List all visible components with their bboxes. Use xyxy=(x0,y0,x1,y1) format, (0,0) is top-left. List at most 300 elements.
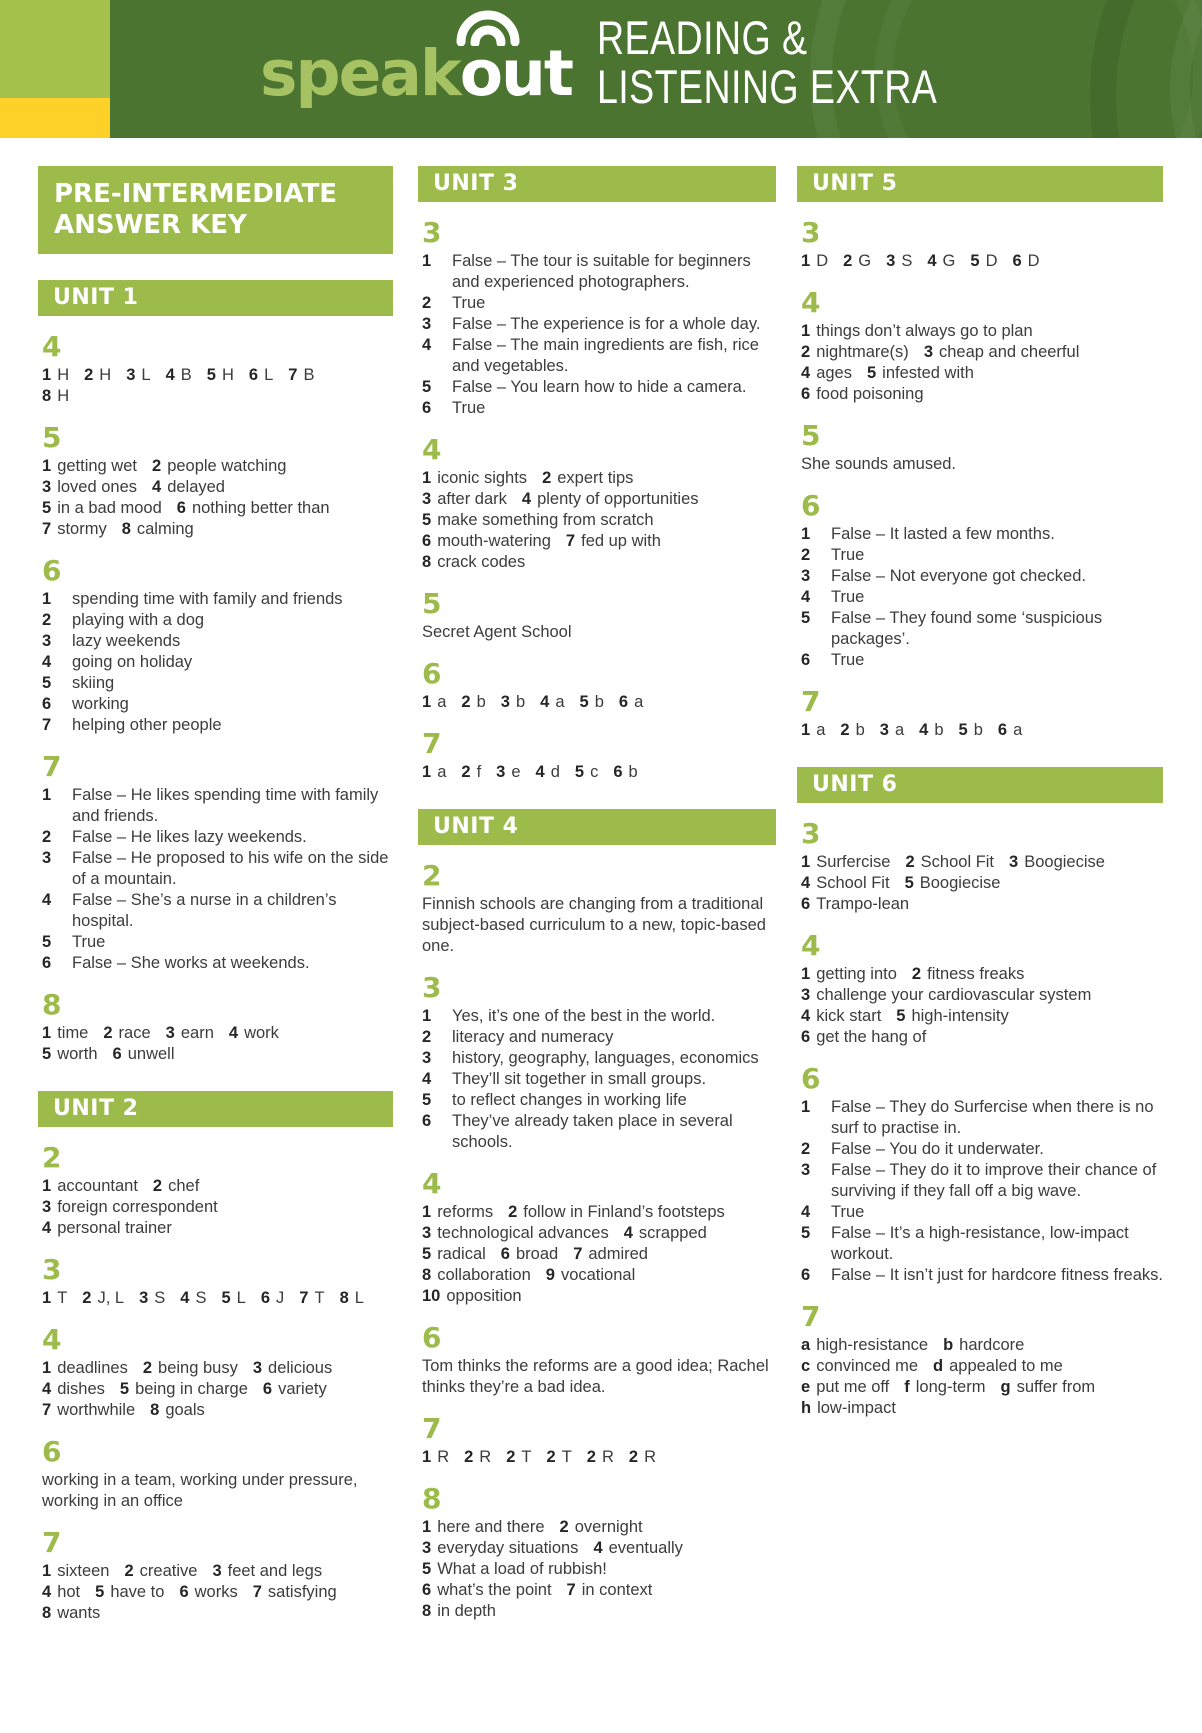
answer-row xyxy=(422,692,776,713)
exercise-number: 3 xyxy=(801,216,821,249)
answer-row xyxy=(42,365,393,386)
page-title xyxy=(597,13,937,112)
answer-pair: 4 eventually xyxy=(593,1539,683,1557)
answer-row xyxy=(42,386,393,407)
answer-pair: 5 high-intensity xyxy=(896,1007,1009,1025)
answer-item xyxy=(42,785,393,827)
answer-row xyxy=(801,1398,1163,1419)
answer-item-text: True xyxy=(452,399,486,417)
answer-item xyxy=(422,1048,776,1069)
answer-item-text: False – They do it to improve their chance of surviving if they fall off a big wave. xyxy=(831,1161,1157,1200)
answer-pair: 1 here and there xyxy=(422,1518,545,1536)
page-title-line2: LISTENING EXTRA xyxy=(597,60,938,114)
exercise-answers xyxy=(418,692,776,713)
answer-pair: 3 b xyxy=(500,693,526,711)
answer-row xyxy=(42,1561,393,1582)
answer-item-text: helping other people xyxy=(72,716,222,735)
answer-pair: 7 admired xyxy=(573,1245,648,1263)
answer-item-number: 5 xyxy=(42,933,52,952)
answer-paragraph: She sounds amused. xyxy=(801,455,957,473)
answer-pair: 8 H xyxy=(42,387,70,406)
answer-item-text: lazy weekends xyxy=(72,632,181,651)
answer-item xyxy=(422,335,776,377)
answer-item-number: 6 xyxy=(422,1112,432,1130)
answer-pair: 2 T xyxy=(546,1448,572,1466)
answer-pair: 9 vocational xyxy=(545,1266,636,1284)
answer-pair: 3 a xyxy=(879,721,905,739)
answer-pair: 1 getting wet xyxy=(42,457,137,476)
exercise-number: 5 xyxy=(422,587,442,620)
answer-row xyxy=(801,964,1163,985)
answer-pair: 2 people watching xyxy=(152,457,287,476)
exercise-answers xyxy=(38,589,393,736)
answer-item xyxy=(42,589,393,610)
answer-pair: 3 loved ones xyxy=(42,478,137,497)
exercise-number: 3 xyxy=(801,817,821,850)
answer-item xyxy=(422,251,776,293)
answer-pair: 8 crack codes xyxy=(422,553,526,571)
answer-item xyxy=(801,650,1163,671)
answer-item xyxy=(42,610,393,631)
answer-item-text: to reflect changes in working life xyxy=(452,1091,687,1109)
column-1 xyxy=(38,166,393,1624)
answer-item-number: 6 xyxy=(42,954,52,973)
answer-item xyxy=(801,587,1163,608)
exercise-number: 7 xyxy=(801,685,821,718)
answer-item-text: working xyxy=(72,695,129,714)
answer-pair: 6 what’s the point xyxy=(422,1581,552,1599)
answer-row xyxy=(422,1517,776,1538)
answer-item-text: skiing xyxy=(72,674,115,693)
answer-pair: b hardcore xyxy=(943,1336,1025,1354)
answer-pair: 2 race xyxy=(103,1024,151,1043)
answer-pair: f long-term xyxy=(904,1378,986,1396)
answer-pair: 2 f xyxy=(461,763,482,781)
answer-item xyxy=(42,827,393,848)
answer-item-number: 2 xyxy=(801,1140,811,1158)
exercise-answers xyxy=(418,762,776,783)
answer-item-text: True xyxy=(72,933,106,952)
answer-pair: 3 everyday situations xyxy=(422,1539,579,1557)
answer-item-text: True xyxy=(831,1203,865,1221)
exercise-answers xyxy=(418,251,776,419)
answer-row xyxy=(42,519,393,540)
answer-item-text: False – It isn’t just for hardcore fitness freaks. xyxy=(831,1266,1163,1284)
exercise-answers xyxy=(797,852,1163,915)
speakout-logo xyxy=(260,37,572,110)
wifi-arcs-icon xyxy=(453,8,523,46)
answer-item xyxy=(422,1027,776,1048)
answer-pair: 6 works xyxy=(179,1583,238,1602)
answer-pair: 8 wants xyxy=(42,1604,101,1623)
answer-pair: 5 make something from scratch xyxy=(422,511,654,529)
answer-row xyxy=(801,894,1163,915)
answer-pair: 7 in context xyxy=(566,1581,653,1599)
answer-pair: 1 iconic sights xyxy=(422,469,528,487)
answer-pair: 6 broad xyxy=(500,1245,559,1263)
answer-pair: 2 overnight xyxy=(559,1518,643,1536)
answer-pair: g suffer from xyxy=(1000,1378,1096,1396)
answer-pair: 5 being in charge xyxy=(119,1380,248,1399)
answer-row xyxy=(422,1202,776,1223)
answer-item-number: 5 xyxy=(422,1091,432,1109)
answer-pair: 2 R xyxy=(586,1448,614,1466)
exercise-answers xyxy=(38,456,393,540)
answer-item-text: going on holiday xyxy=(72,653,193,672)
unit-header: UNIT 5 xyxy=(797,166,1163,202)
answer-pair: 5 b xyxy=(958,721,983,739)
answer-row xyxy=(801,321,1163,342)
answer-item xyxy=(422,398,776,419)
answer-pair: 1 deadlines xyxy=(42,1359,128,1378)
answer-item-number: 2 xyxy=(801,546,811,564)
answer-item xyxy=(801,1097,1163,1139)
answer-row xyxy=(801,1335,1163,1356)
answer-pair: 6 a xyxy=(618,693,644,711)
answer-pair: 3 e xyxy=(496,763,521,781)
answer-pair: 4 kick start xyxy=(801,1007,882,1025)
answer-pair: 3 foreign correspondent xyxy=(42,1198,218,1217)
answer-pair: 4 b xyxy=(919,721,944,739)
exercise-answers xyxy=(797,1335,1163,1419)
answer-pair: 7 stormy xyxy=(42,520,107,539)
answer-row xyxy=(801,1006,1163,1027)
answer-item xyxy=(801,1139,1163,1160)
answer-item xyxy=(801,1265,1163,1286)
answer-pair: 6 b xyxy=(613,763,638,781)
page-title-line1: READING & xyxy=(597,11,808,64)
answer-item-number: 4 xyxy=(422,1070,432,1088)
answer-pair: 2 follow in Finland’s footsteps xyxy=(508,1203,725,1221)
exercise-number: 4 xyxy=(801,929,821,962)
corner-block-yellow xyxy=(0,98,110,138)
answer-pair: 2 H xyxy=(84,366,112,385)
answer-item xyxy=(422,293,776,314)
answer-item-number: 5 xyxy=(422,378,432,396)
answer-row xyxy=(801,384,1163,405)
exercise-number: 4 xyxy=(42,330,62,364)
exercise-number: 3 xyxy=(422,971,442,1004)
answer-pair: 1 T xyxy=(42,1289,68,1308)
answer-pair: 2 fitness freaks xyxy=(911,965,1025,983)
answer-item-text: False – He likes lazy weekends. xyxy=(72,828,307,847)
answer-pair: 6 L xyxy=(248,366,274,385)
answer-item xyxy=(42,631,393,652)
exercise-number: 7 xyxy=(422,1412,442,1445)
answer-row xyxy=(801,251,1163,272)
answer-pair: 2 nightmare(s) xyxy=(801,343,909,361)
answer-row xyxy=(801,985,1163,1006)
answer-row xyxy=(42,1379,393,1400)
answer-pair: 2 School Fit xyxy=(905,853,995,871)
answer-pair: 1 a xyxy=(422,763,447,781)
answer-pair: 4 delayed xyxy=(152,478,225,497)
answer-pair: 2 b xyxy=(461,693,486,711)
answer-item-number: 4 xyxy=(422,336,432,354)
answer-item-text: False – He proposed to his wife on the side of a mountain. xyxy=(72,849,389,889)
answer-pair: 5 H xyxy=(206,366,234,385)
answer-item xyxy=(801,608,1163,650)
answer-row xyxy=(42,456,393,477)
answer-row xyxy=(422,489,776,510)
answer-pair: 2 T xyxy=(506,1448,532,1466)
answer-paragraph: Secret Agent School xyxy=(422,623,572,641)
answer-pair: 4 a xyxy=(540,693,565,711)
answer-row xyxy=(42,1023,393,1044)
exercise-number: 8 xyxy=(422,1482,442,1515)
answer-pair: 7 fed up with xyxy=(565,532,661,550)
logo-speak-text: speak xyxy=(260,37,460,110)
answer-pair: 6 variety xyxy=(262,1380,327,1399)
answer-item xyxy=(801,566,1163,587)
answer-item-text: False – The tour is suitable for beginners and experienced photographers. xyxy=(452,252,751,291)
answer-row xyxy=(422,762,776,783)
exercise-number: 5 xyxy=(801,419,821,452)
answer-pair: 5 radical xyxy=(422,1245,486,1263)
answer-item xyxy=(801,1202,1163,1223)
answer-item-text: True xyxy=(452,294,486,312)
answer-pair: 4 dishes xyxy=(42,1380,105,1399)
exercise-answers xyxy=(38,1288,393,1309)
answer-item xyxy=(422,1069,776,1090)
answer-pair: 4 ages xyxy=(801,364,852,382)
answer-item-text: False – You do it underwater. xyxy=(831,1140,1044,1158)
answer-item-text: False – The experience is for a whole day. xyxy=(452,315,761,333)
answer-pair: 3 Boogiecise xyxy=(1009,853,1105,871)
answer-item-text: False – You learn how to hide a camera. xyxy=(452,378,747,396)
answer-item-text: literacy and numeracy xyxy=(452,1028,614,1046)
answer-row xyxy=(801,720,1163,741)
exercise-number: 4 xyxy=(422,433,442,466)
answer-row xyxy=(422,1286,776,1307)
answer-key-title: PRE-INTERMEDIATE ANSWER KEY xyxy=(38,166,393,254)
answer-paragraph: working in a team, working under pressure, working in an office xyxy=(42,1471,358,1511)
answer-pair: 2 b xyxy=(840,721,865,739)
column-3 xyxy=(797,166,1163,1419)
answer-pair: c convinced me xyxy=(801,1357,918,1375)
answer-item xyxy=(422,314,776,335)
answer-row xyxy=(422,468,776,489)
answer-pair: 5 have to xyxy=(95,1583,165,1602)
answer-pair: 5 What a load of rubbish! xyxy=(422,1560,607,1578)
answer-pair: 3 technological advances xyxy=(422,1224,609,1242)
logo-out-text: out xyxy=(460,42,572,105)
answer-row xyxy=(42,1176,393,1197)
answer-pair: 5 L xyxy=(221,1289,246,1308)
exercise-number: 2 xyxy=(422,859,442,892)
answer-row xyxy=(42,1582,393,1603)
answer-item-text: True xyxy=(831,588,865,606)
answer-row xyxy=(801,363,1163,384)
exercise-answers xyxy=(38,785,393,974)
answer-row xyxy=(422,1265,776,1286)
answer-pair: 4 hot xyxy=(42,1583,81,1602)
answer-row xyxy=(42,1400,393,1421)
answer-pair: a high-resistance xyxy=(801,1336,929,1354)
answer-pair: 4 S xyxy=(180,1289,207,1308)
answer-pair: 4 G xyxy=(927,252,956,270)
answer-pair: 6 food poisoning xyxy=(801,385,924,403)
answer-item-text: They’ll sit together in small groups. xyxy=(452,1070,707,1088)
answer-item-number: 5 xyxy=(801,1224,811,1242)
answer-item xyxy=(42,848,393,890)
answer-pair: 5 c xyxy=(574,763,599,781)
answer-item xyxy=(801,524,1163,545)
answer-item xyxy=(42,652,393,673)
unit-header: UNIT 4 xyxy=(418,809,776,845)
answer-row xyxy=(42,477,393,498)
answer-pair: 1 Surfercise xyxy=(801,853,891,871)
exercise-answers xyxy=(38,1561,393,1624)
answer-item xyxy=(801,545,1163,566)
exercise-answers xyxy=(418,894,776,957)
answer-item-number: 2 xyxy=(42,828,52,847)
exercise-answers xyxy=(418,1356,776,1398)
answer-pair: 6 nothing better than xyxy=(176,499,330,518)
answer-item xyxy=(801,1160,1163,1202)
exercise-answers xyxy=(797,964,1163,1048)
answer-item-number: 1 xyxy=(422,1007,432,1025)
answer-pair: 1 getting into xyxy=(801,965,897,983)
answer-item-number: 3 xyxy=(42,632,52,651)
exercise-number: 3 xyxy=(422,216,442,249)
answer-row xyxy=(42,1218,393,1239)
answer-row xyxy=(422,1447,776,1468)
exercise-number: 5 xyxy=(42,421,62,455)
answer-pair: 3 cheap and cheerful xyxy=(923,343,1080,361)
answer-item-number: 1 xyxy=(42,786,52,805)
exercise-answers xyxy=(38,365,393,407)
answer-item-number: 4 xyxy=(42,653,52,672)
answer-pair: 7 worthwhile xyxy=(42,1401,136,1420)
answer-pair: 4 scrapped xyxy=(623,1224,707,1242)
answer-item-text: False – It lasted a few months. xyxy=(831,525,1055,543)
unit-header: UNIT 3 xyxy=(418,166,776,202)
exercise-number: 2 xyxy=(42,1141,62,1175)
answer-item-number: 1 xyxy=(422,252,432,270)
answer-pair: 8 goals xyxy=(150,1401,205,1420)
answer-pair: 1 sixteen xyxy=(42,1562,110,1581)
exercise-number: 6 xyxy=(801,489,821,522)
exercise-answers xyxy=(38,1176,393,1239)
answer-item xyxy=(422,1111,776,1153)
answer-pair: 7 T xyxy=(299,1289,325,1308)
answer-pair: e put me off xyxy=(801,1378,890,1396)
answer-row xyxy=(422,1580,776,1601)
answer-pair: 6 Trampo-lean xyxy=(801,895,910,913)
answer-row xyxy=(42,1358,393,1379)
answer-item-number: 6 xyxy=(422,399,432,417)
answer-item-number: 3 xyxy=(422,315,432,333)
answer-pair: 1 time xyxy=(42,1024,89,1043)
answer-pair: 7 satisfying xyxy=(252,1583,337,1602)
answer-row xyxy=(42,498,393,519)
exercise-answers xyxy=(38,1023,393,1065)
exercise-number: 4 xyxy=(42,1323,62,1357)
answer-item-number: 1 xyxy=(42,590,52,609)
exercise-answers xyxy=(797,1097,1163,1286)
answer-row xyxy=(422,1538,776,1559)
answer-pair: 1 reforms xyxy=(422,1203,494,1221)
answer-pair: 3 S xyxy=(139,1289,166,1308)
answer-row xyxy=(801,1356,1163,1377)
answer-pair: 3 challenge your cardiovascular system xyxy=(801,986,1092,1004)
answer-item-number: 6 xyxy=(801,651,811,669)
header-band xyxy=(110,0,1202,138)
answer-pair: 6 get the hang of xyxy=(801,1028,927,1046)
answer-pair: d appealed to me xyxy=(933,1357,1063,1375)
answer-pair: 3 L xyxy=(126,366,151,385)
answer-pair: 5 infested with xyxy=(866,364,974,382)
exercise-number: 8 xyxy=(42,988,62,1022)
answer-pair: 1 H xyxy=(42,366,70,385)
answer-pair: 8 in depth xyxy=(422,1602,496,1620)
answer-pair: 6 mouth-watering xyxy=(422,532,551,550)
answer-pair: 1 R xyxy=(422,1448,450,1466)
answer-item-number: 1 xyxy=(801,1098,811,1116)
exercise-number: 6 xyxy=(42,554,62,588)
answer-pair: 8 collaboration xyxy=(422,1266,531,1284)
exercise-number: 7 xyxy=(42,750,62,784)
answer-key-content xyxy=(38,166,1163,1624)
answer-pair: 10 opposition xyxy=(422,1287,522,1305)
column-2 xyxy=(418,166,776,1622)
answer-item-text: False – Not everyone got checked. xyxy=(831,567,1086,585)
corner-block-green xyxy=(0,0,110,98)
exercise-answers xyxy=(797,454,1163,475)
answer-item-text: spending time with family and friends xyxy=(72,590,343,609)
unit-header: UNIT 6 xyxy=(797,767,1163,803)
answer-row xyxy=(422,1223,776,1244)
answer-pair: 3 after dark xyxy=(422,490,507,508)
answer-pair: 3 S xyxy=(886,252,913,270)
answer-pair: 1 D xyxy=(801,252,829,270)
answer-item-number: 6 xyxy=(801,1266,811,1284)
answer-item xyxy=(422,377,776,398)
exercise-answers xyxy=(38,1358,393,1421)
unit-header: UNIT 1 xyxy=(38,280,393,316)
exercise-answers xyxy=(797,524,1163,671)
answer-row xyxy=(42,1288,393,1309)
answer-pair: 4 School Fit xyxy=(801,874,890,892)
exercise-answers xyxy=(418,1447,776,1468)
answer-pair: 5 in a bad mood xyxy=(42,499,162,518)
answer-item-number: 4 xyxy=(42,891,52,910)
exercise-answers xyxy=(418,1517,776,1622)
answer-pair: 2 G xyxy=(843,252,872,270)
answer-pair: 2 J, L xyxy=(82,1289,125,1308)
exercise-number: 7 xyxy=(422,727,442,760)
answer-row xyxy=(801,1377,1163,1398)
answer-pair: 4 d xyxy=(535,763,560,781)
answer-pair: 5 D xyxy=(970,252,998,270)
answer-item xyxy=(42,932,393,953)
exercise-number: 3 xyxy=(42,1253,62,1287)
answer-item xyxy=(42,715,393,736)
answer-pair: 2 creative xyxy=(124,1562,198,1581)
exercise-answers xyxy=(418,1006,776,1153)
unit-header: UNIT 2 xyxy=(38,1091,393,1127)
exercise-number: 6 xyxy=(422,1321,442,1354)
answer-row xyxy=(42,1044,393,1065)
answer-item-number: 2 xyxy=(422,294,432,312)
exercise-answers xyxy=(418,622,776,643)
answer-item-text: False – They do Surfercise when there is no surf to practise in. xyxy=(831,1098,1154,1137)
answer-pair: 6 a xyxy=(997,721,1023,739)
answer-item-text: False – The main ingredients are fish, rice and vegetables. xyxy=(452,336,759,375)
exercise-number: 6 xyxy=(42,1435,62,1469)
answer-pair: 6 unwell xyxy=(112,1045,175,1064)
